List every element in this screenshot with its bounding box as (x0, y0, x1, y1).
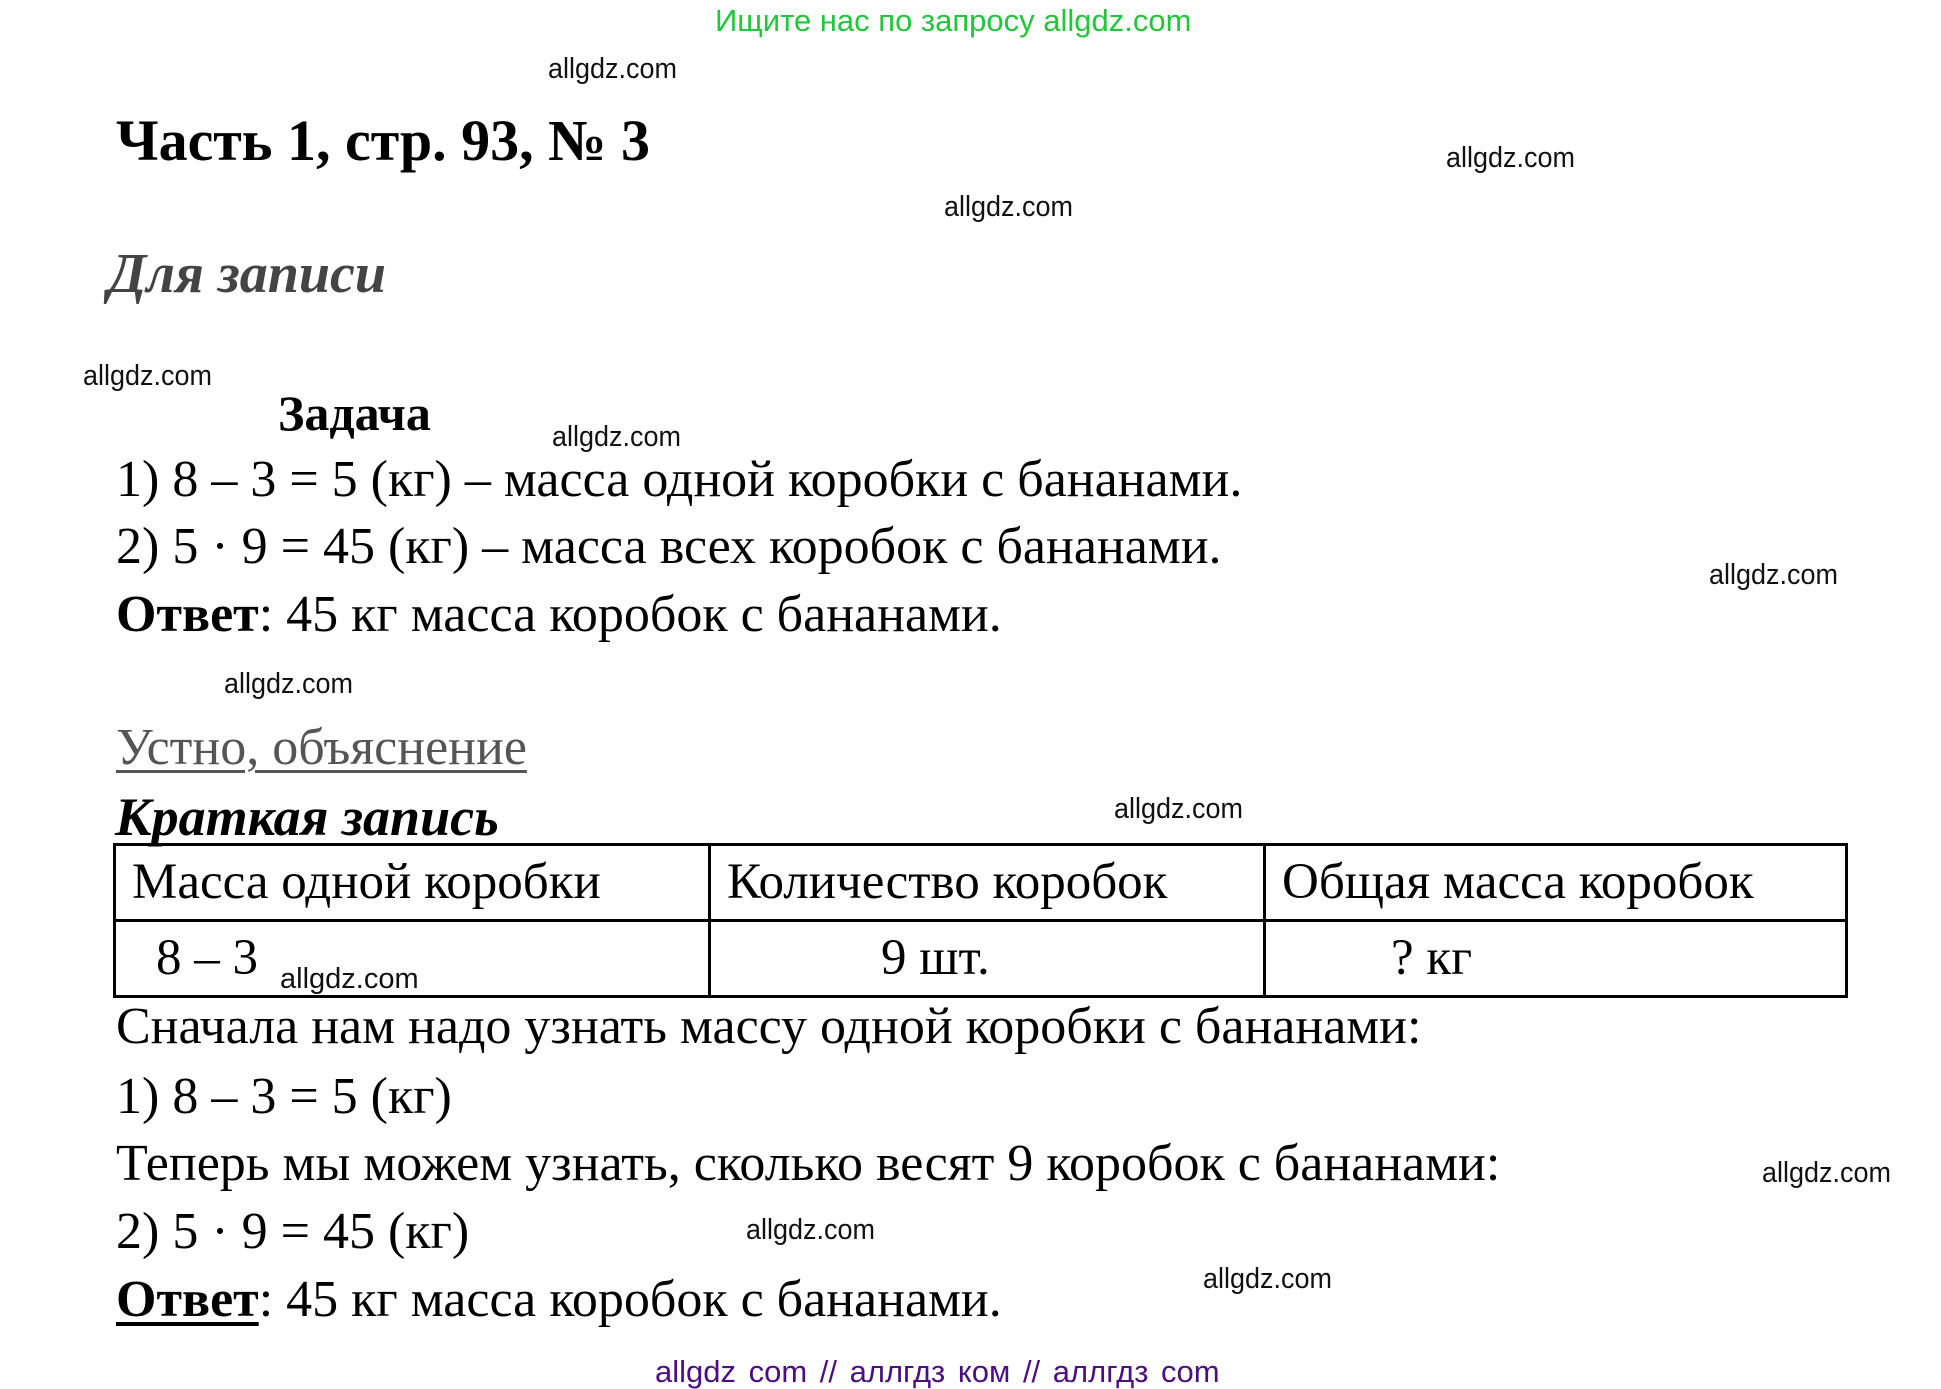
oral-explanation-heading: Устно, объяснение (116, 719, 527, 776)
task-heading: Задача (278, 385, 431, 441)
oral-answer-line (116, 1271, 1002, 1328)
answer-line (116, 586, 1002, 643)
table-header-row (115, 845, 1847, 921)
table-header-cell: Количество коробок (710, 845, 1265, 921)
explanation-line-2: 1) 8 – 3 = 5 (кг) (116, 1068, 452, 1125)
watermark: allgdz.com (944, 191, 1073, 223)
brief-record-heading: Краткая запись (115, 787, 499, 847)
watermark: allgdz.com (1114, 793, 1243, 825)
answer-text: : 45 кг масса коробок с бананами. (258, 586, 1002, 643)
table-header-cell: Общая масса коробок (1265, 845, 1847, 921)
watermark: allgdz.com (552, 421, 681, 453)
watermark: allgdz.com (83, 360, 212, 392)
table-cell: ? кг (1265, 921, 1847, 997)
table-cell (115, 921, 710, 997)
brief-record-table (113, 843, 1848, 998)
footer-watermark: allgdz com // аллгдз ком // аллгдз com (655, 1354, 1220, 1389)
explanation-line-4: 2) 5 · 9 = 45 (кг) (116, 1203, 470, 1260)
table-cell-value: 8 – 3 (156, 930, 258, 986)
answer-text: : 45 кг масса коробок с бананами. (258, 1271, 1002, 1328)
table-row (115, 921, 1847, 997)
search-banner: Ищите нас по запросу allgdz.com (715, 3, 1192, 38)
watermark: allgdz.com (1446, 142, 1575, 174)
watermark: allgdz.com (548, 53, 677, 85)
watermark: allgdz.com (280, 963, 419, 995)
solution-step-1: 1) 8 – 3 = 5 (кг) – масса одной коробки с бананами. (116, 451, 1243, 508)
watermark: allgdz.com (1709, 559, 1838, 591)
explanation-line-3: Теперь мы можем узнать, сколько весят 9 коробок с бананами: (116, 1135, 1501, 1192)
watermark: allgdz.com (1203, 1263, 1332, 1295)
page-title: Часть 1, стр. 93, № 3 (116, 108, 650, 173)
watermark: allgdz.com (1762, 1157, 1891, 1189)
watermark: allgdz.com (746, 1214, 875, 1246)
table-header-cell: Масса одной коробки (115, 845, 710, 921)
table-cell: 9 шт. (710, 921, 1265, 997)
solution-step-2: 2) 5 · 9 = 45 (кг) – масса всех коробок с бананами. (116, 518, 1222, 575)
record-heading: Для записи (108, 243, 386, 305)
watermark: allgdz.com (224, 668, 353, 700)
answer-label: Ответ (116, 586, 259, 643)
answer-label: Ответ (116, 1271, 259, 1328)
explanation-line-1: Сначала нам надо узнать массу одной коробки с бананами: (116, 998, 1422, 1055)
